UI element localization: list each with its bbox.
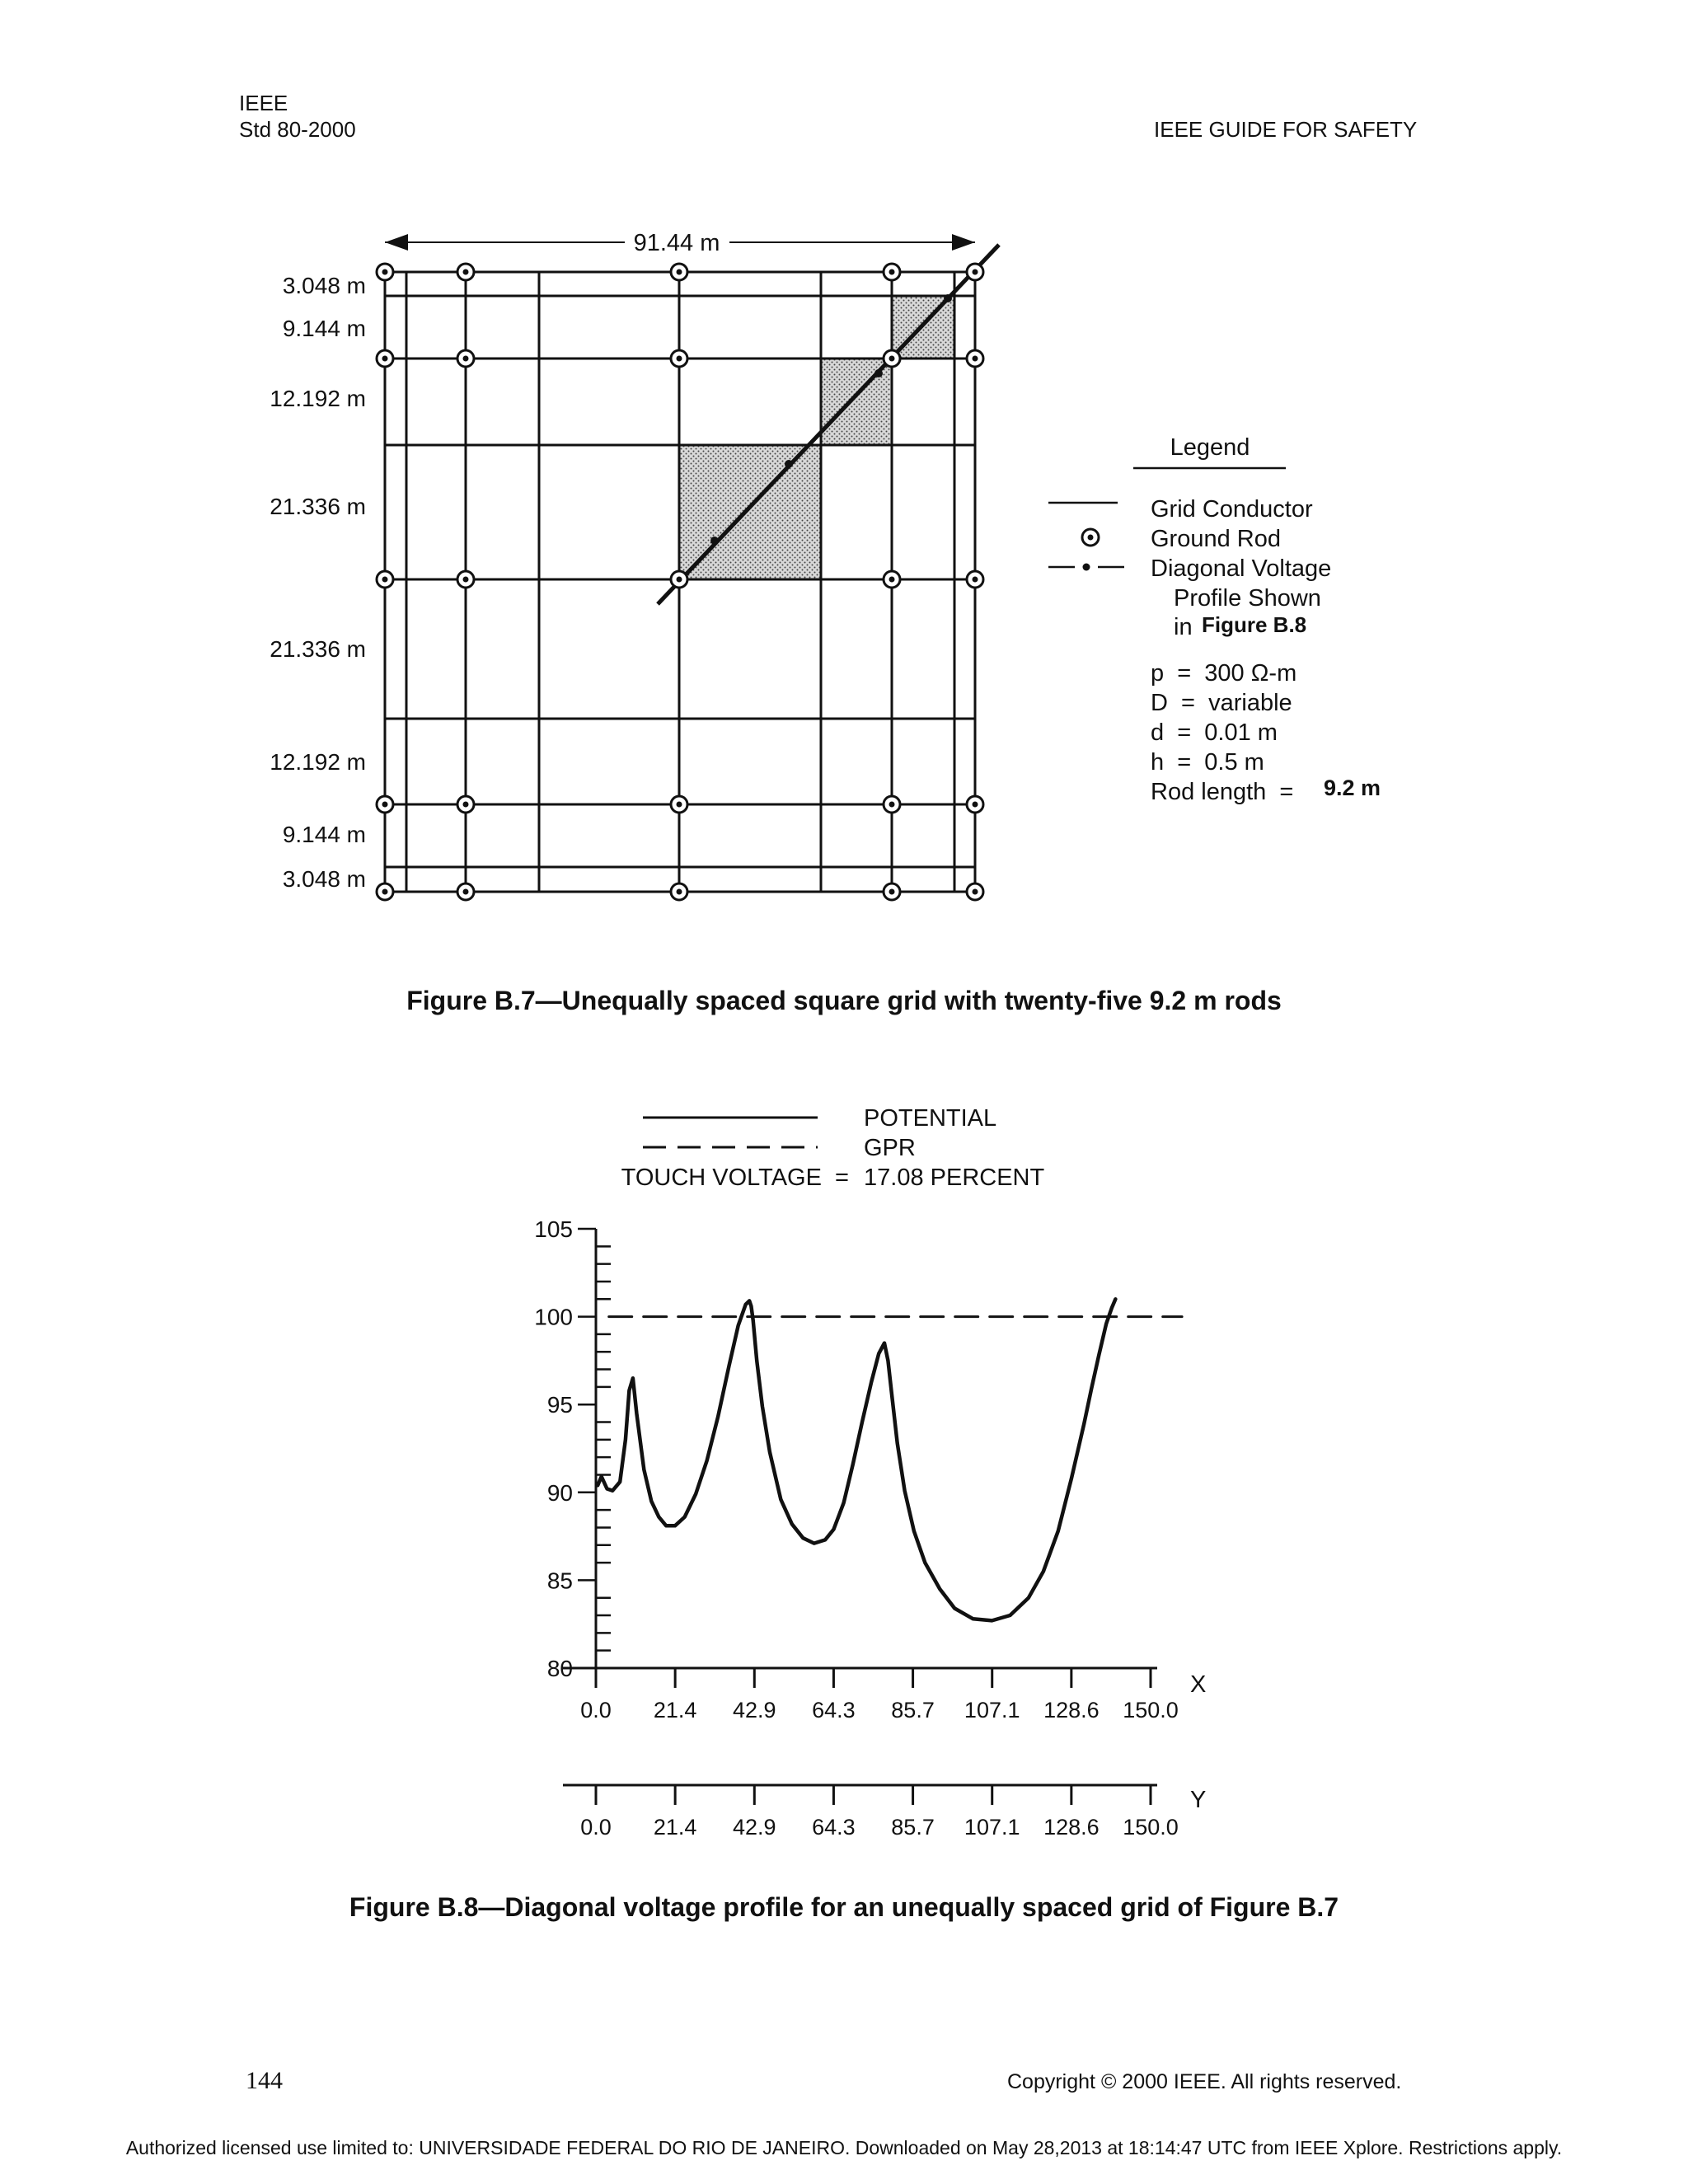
touch-voltage-value: 17.08 PERCENT: [864, 1165, 1045, 1191]
x-tick-label: 64.3: [812, 1698, 856, 1722]
x-tick-label: 21.4: [653, 1698, 697, 1722]
legend-title: Legend: [1170, 434, 1250, 461]
param-d: d = 0.01 m: [1151, 719, 1278, 746]
spacing-label: 3.048 m: [282, 273, 366, 298]
width-label: 91.44 m: [633, 230, 720, 256]
x-tick-label: 128.6: [1043, 1698, 1100, 1722]
y-tick-label: 95: [546, 1392, 573, 1418]
chart-ticks: [534, 1216, 1179, 1840]
authorized-use-notice: Authorized licensed use limited to: UNIVERSIDADE FEDERAL DO RIO DE JANEIRO. Downloaded on May 28,2013 at 18:14:47 UTC from IEEE Xplore. Restrictions apply.: [125, 2137, 1563, 2158]
page-number: 144: [246, 2067, 283, 2094]
legend-ground-rod: Ground Rod: [1151, 526, 1281, 552]
legend-grid-conductor: Grid Conductor: [1151, 496, 1313, 523]
grid-parameters: [1151, 660, 1296, 805]
y2-tick-label: 42.9: [733, 1815, 776, 1840]
spacing-label: 9.144 m: [282, 316, 366, 341]
y2-tick-label: 64.3: [812, 1815, 856, 1840]
touch-voltage-label: TOUCH VOLTAGE =: [621, 1165, 849, 1191]
y2-tick-label: 85.7: [891, 1815, 935, 1840]
spacing-label: 12.192 m: [270, 386, 366, 411]
chart-series: [598, 1299, 1182, 1620]
figure-b7-diagram: [0, 0, 1688, 972]
y2-tick-label: 128.6: [1043, 1815, 1100, 1840]
param-D: D = variable: [1151, 690, 1292, 716]
y2-tick-label: 107.1: [964, 1815, 1020, 1840]
y-tick-label: 105: [534, 1216, 573, 1242]
spacing-label: 12.192 m: [270, 749, 366, 775]
param-rod-length-label: Rod length =: [1151, 779, 1294, 805]
y-tick-label: 100: [534, 1304, 573, 1330]
header-std: Std 80-2000: [239, 117, 356, 142]
x-tick-label: 107.1: [964, 1698, 1020, 1722]
legend-diagonal-line3-in: in: [1174, 614, 1193, 640]
copyright-notice: Copyright © 2000 IEEE. All rights reserved.: [1007, 2070, 1402, 2093]
row-spacing-labels: [270, 273, 366, 892]
legend-ground-rod-symbol-center: [1088, 535, 1094, 541]
x-axis-letter: X: [1190, 1671, 1207, 1698]
param-rod-length-value: 9.2 m: [1324, 776, 1381, 800]
spacing-label: 21.336 m: [270, 636, 366, 662]
y-tick-label: 85: [546, 1568, 573, 1594]
legend-diagonal-symbol-dot: [1083, 564, 1090, 571]
y2-tick-label: 150.0: [1123, 1815, 1179, 1840]
x-tick-label: 85.7: [891, 1698, 935, 1722]
x-tick-label: 42.9: [733, 1698, 776, 1722]
spacing-label: 9.144 m: [282, 822, 366, 847]
header-org: IEEE: [239, 91, 288, 115]
header-running-title: IEEE GUIDE FOR SAFETY: [1154, 117, 1418, 142]
legend-gpr-label: GPR: [864, 1135, 916, 1161]
potential-series-line: [598, 1299, 1115, 1620]
legend-diagonal-line2: Profile Shown: [1174, 585, 1321, 612]
param-h: h = 0.5 m: [1151, 749, 1264, 776]
y2-axis-letter: Y: [1190, 1787, 1207, 1813]
spacing-label: 3.048 m: [282, 866, 366, 892]
x-tick-label: 150.0: [1123, 1698, 1179, 1722]
y-tick-label: 90: [546, 1479, 573, 1506]
y2-tick-label: 21.4: [653, 1815, 697, 1840]
y-tick-label: 80: [546, 1656, 573, 1681]
figure-b7-caption: Figure B.7—Unequally spaced square grid with twenty-five 9.2 m rods: [406, 986, 1282, 1015]
legend-diagonal-line3-ref: Figure B.8: [1202, 612, 1307, 637]
legend-potential-label: POTENTIAL: [864, 1105, 997, 1132]
x-tick-label: 0.0: [580, 1698, 612, 1722]
y2-tick-label: 0.0: [580, 1815, 612, 1840]
figure-b8-caption: Figure B.8—Diagonal voltage profile for an unequally spaced grid of Figure B.7: [349, 1892, 1339, 1922]
param-p: p = 300 Ω-m: [1151, 660, 1297, 687]
legend-diagonal-line1: Diagonal Voltage: [1151, 555, 1332, 582]
figure-b8-chart: [0, 1071, 1688, 1863]
spacing-label: 21.336 m: [270, 494, 366, 519]
